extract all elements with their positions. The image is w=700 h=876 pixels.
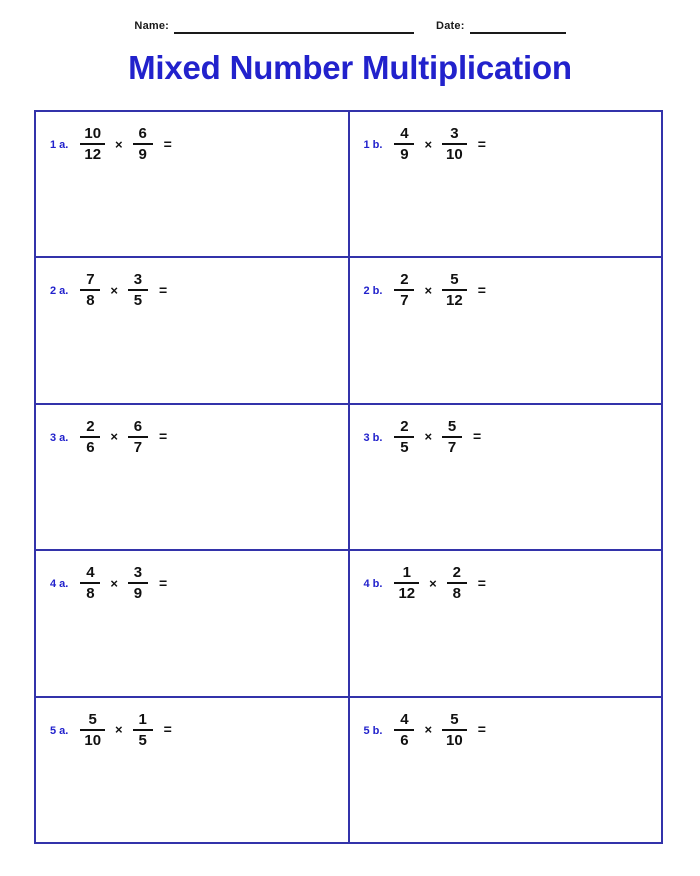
fraction-bar bbox=[442, 143, 467, 145]
denominator: 7 bbox=[133, 438, 143, 456]
name-label: Name: bbox=[134, 20, 170, 32]
fraction-second bbox=[128, 418, 148, 456]
equals-sign: = bbox=[158, 428, 168, 445]
denominator: 8 bbox=[452, 585, 461, 603]
problem-expression bbox=[50, 415, 167, 459]
problem-cell-2a[interactable] bbox=[36, 258, 350, 402]
fraction-second bbox=[442, 271, 467, 309]
denominator: 10 bbox=[84, 731, 102, 749]
problem-cell-5a[interactable] bbox=[36, 698, 350, 842]
denominator: 9 bbox=[133, 585, 143, 603]
problem-row bbox=[36, 258, 661, 404]
denominator: 12 bbox=[84, 146, 102, 163]
fraction-first bbox=[80, 564, 100, 602]
numerator: 3 bbox=[133, 271, 143, 289]
date-label: Date: bbox=[436, 20, 465, 32]
denominator: 7 bbox=[447, 438, 457, 456]
fraction-bar bbox=[80, 729, 105, 731]
numerator: 2 bbox=[400, 417, 409, 435]
problem-cell-1b[interactable] bbox=[350, 112, 662, 256]
multiplication-operator: × bbox=[110, 575, 118, 591]
multiplication-operator: × bbox=[115, 136, 123, 152]
equals-sign: = bbox=[158, 281, 168, 298]
numerator: 5 bbox=[88, 710, 97, 728]
page-title: Mixed Number Multiplication bbox=[128, 49, 572, 86]
problem-row bbox=[36, 551, 661, 697]
fraction-first bbox=[80, 711, 105, 749]
fraction-first bbox=[80, 125, 105, 163]
denominator: 8 bbox=[86, 292, 95, 310]
student-info-header bbox=[34, 10, 666, 34]
fraction-second bbox=[442, 125, 467, 163]
fraction-second bbox=[128, 271, 148, 309]
problem-expression bbox=[50, 268, 167, 312]
problem-row bbox=[36, 112, 661, 258]
fraction-second bbox=[442, 711, 467, 749]
problem-cell-4b[interactable] bbox=[350, 551, 662, 695]
problem-row bbox=[36, 405, 661, 551]
problem-expression bbox=[50, 122, 172, 166]
fraction-second bbox=[133, 125, 153, 163]
problem-expression bbox=[50, 561, 167, 605]
name-field-group bbox=[134, 20, 414, 34]
problem-label: 4 b. bbox=[363, 578, 383, 591]
fraction-first bbox=[394, 711, 414, 749]
equals-sign: = bbox=[163, 135, 172, 152]
problem-cell-2b[interactable] bbox=[350, 258, 662, 402]
problem-cell-4a[interactable] bbox=[36, 551, 350, 695]
equals-sign: = bbox=[477, 574, 486, 591]
fraction-bar bbox=[80, 582, 100, 584]
numerator: 4 bbox=[400, 125, 409, 142]
problem-label: 2 b. bbox=[363, 285, 383, 298]
problem-expression bbox=[364, 561, 486, 605]
denominator: 12 bbox=[446, 292, 463, 310]
multiplication-operator: × bbox=[424, 282, 433, 298]
fraction-bar bbox=[133, 729, 153, 731]
fraction-bar bbox=[128, 582, 148, 584]
fraction-second bbox=[128, 564, 148, 602]
fraction-bar bbox=[394, 143, 414, 145]
problem-expression bbox=[50, 708, 172, 752]
problem-expression bbox=[364, 415, 482, 459]
numerator: 6 bbox=[138, 125, 147, 142]
multiplication-operator: × bbox=[429, 575, 437, 591]
problem-expression bbox=[364, 268, 486, 312]
fraction-second bbox=[133, 711, 153, 749]
denominator: 10 bbox=[446, 146, 463, 163]
fraction-bar bbox=[80, 289, 100, 291]
fraction-first bbox=[80, 271, 100, 309]
fraction-first bbox=[394, 418, 414, 456]
problem-expression bbox=[364, 122, 486, 166]
multiplication-operator: × bbox=[424, 722, 433, 738]
numerator: 2 bbox=[86, 417, 95, 435]
numerator: 4 bbox=[400, 710, 409, 728]
problem-label: 5 a. bbox=[50, 724, 69, 737]
fraction-first bbox=[394, 125, 414, 163]
fraction-first bbox=[394, 271, 414, 309]
numerator: 3 bbox=[450, 125, 459, 142]
numerator: 3 bbox=[133, 564, 143, 582]
date-field-group bbox=[436, 20, 566, 34]
problem-label: 2 a. bbox=[50, 285, 69, 298]
problem-cell-3b[interactable] bbox=[350, 405, 662, 549]
problem-label: 3 a. bbox=[50, 431, 69, 444]
fraction-second bbox=[447, 564, 467, 602]
denominator: 12 bbox=[398, 585, 416, 603]
numerator: 10 bbox=[84, 125, 102, 142]
fraction-bar bbox=[442, 436, 462, 438]
problem-label: 1 a. bbox=[50, 139, 69, 151]
fraction-bar bbox=[80, 143, 105, 145]
denominator: 9 bbox=[400, 146, 409, 163]
problem-label: 5 b. bbox=[363, 724, 383, 737]
denominator: 7 bbox=[400, 292, 409, 310]
problem-cell-5b[interactable] bbox=[350, 698, 662, 842]
denominator: 10 bbox=[446, 731, 463, 749]
numerator: 1 bbox=[138, 710, 147, 728]
numerator: 5 bbox=[447, 417, 457, 435]
multiplication-operator: × bbox=[110, 429, 118, 445]
multiplication-operator: × bbox=[424, 429, 433, 445]
problem-grid bbox=[34, 110, 663, 844]
fraction-bar bbox=[128, 436, 148, 438]
numerator: 6 bbox=[133, 417, 143, 435]
fraction-bar bbox=[80, 436, 100, 438]
equals-sign: = bbox=[158, 574, 168, 591]
equals-sign: = bbox=[477, 721, 486, 738]
problem-expression bbox=[364, 708, 486, 752]
numerator: 5 bbox=[450, 710, 459, 728]
problem-row bbox=[36, 698, 661, 842]
denominator: 5 bbox=[133, 292, 143, 310]
fraction-bar bbox=[128, 289, 148, 291]
fraction-bar bbox=[442, 289, 467, 291]
fraction-bar bbox=[394, 729, 414, 731]
denominator: 5 bbox=[138, 731, 147, 749]
date-input-line[interactable] bbox=[470, 20, 566, 34]
fraction-bar bbox=[394, 582, 419, 584]
problem-cell-1a[interactable] bbox=[36, 112, 350, 256]
equals-sign: = bbox=[477, 281, 486, 298]
denominator: 8 bbox=[86, 585, 95, 603]
problem-label: 4 a. bbox=[50, 578, 69, 591]
numerator: 7 bbox=[86, 271, 95, 289]
numerator: 2 bbox=[400, 271, 409, 289]
fraction-bar bbox=[394, 289, 414, 291]
equals-sign: = bbox=[163, 721, 172, 738]
multiplication-operator: × bbox=[110, 282, 118, 298]
denominator: 9 bbox=[138, 146, 147, 163]
problem-label: 1 b. bbox=[363, 139, 383, 151]
numerator: 1 bbox=[402, 564, 411, 582]
problem-cell-3a[interactable] bbox=[36, 405, 350, 549]
numerator: 2 bbox=[452, 564, 461, 582]
denominator: 5 bbox=[400, 438, 409, 456]
problem-label: 3 b. bbox=[363, 431, 383, 444]
fraction-first bbox=[80, 418, 100, 456]
denominator: 6 bbox=[86, 438, 95, 456]
numerator: 4 bbox=[86, 564, 95, 582]
equals-sign: = bbox=[477, 135, 486, 152]
name-input-line[interactable] bbox=[174, 20, 414, 34]
multiplication-operator: × bbox=[115, 722, 123, 738]
fraction-bar bbox=[394, 436, 414, 438]
multiplication-operator: × bbox=[424, 136, 433, 152]
fraction-bar bbox=[447, 582, 467, 584]
fraction-second bbox=[442, 418, 462, 456]
fraction-first bbox=[394, 564, 419, 602]
fraction-bar bbox=[442, 729, 467, 731]
denominator: 6 bbox=[400, 731, 409, 749]
numerator: 5 bbox=[450, 271, 459, 289]
fraction-bar bbox=[133, 143, 153, 145]
equals-sign: = bbox=[473, 428, 482, 445]
